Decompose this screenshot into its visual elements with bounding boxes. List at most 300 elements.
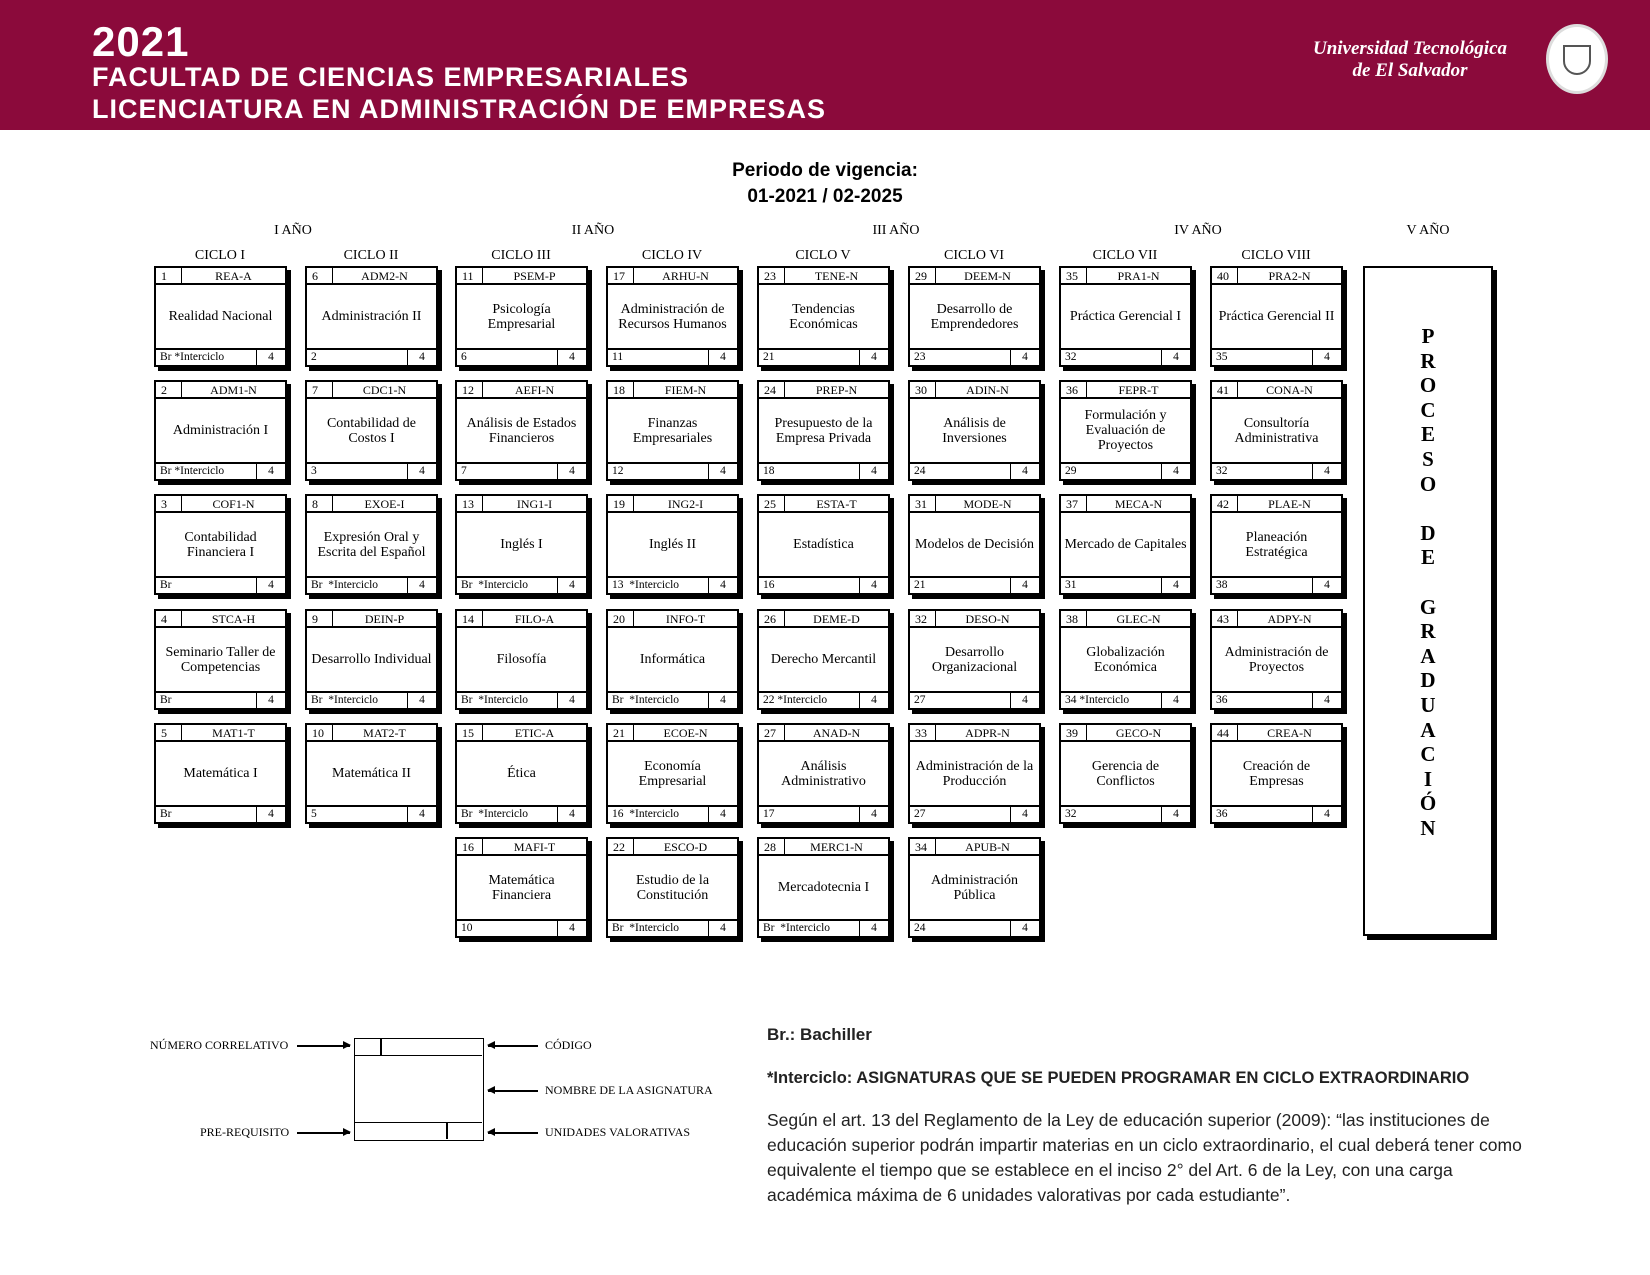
course-prerequisite: Br: [160, 694, 172, 706]
course-number: 33: [910, 725, 936, 740]
cycle-label: CICLO VII: [1092, 248, 1158, 263]
course-card: [908, 723, 1041, 824]
course-card: [1210, 266, 1343, 367]
course-number: 41: [1212, 382, 1238, 397]
course-number: 10: [307, 725, 333, 740]
course-card: [757, 609, 890, 710]
course-code: FILO-A: [514, 612, 555, 626]
course-code: APUB-N: [965, 840, 1010, 854]
course-units: 4: [407, 578, 436, 593]
course-code: PLAE-N: [1268, 497, 1311, 511]
course-code: ANAD-N: [812, 726, 861, 740]
course-units: 4: [708, 921, 737, 936]
course-name: Administración I: [172, 423, 269, 438]
course-units: 4: [1010, 807, 1039, 822]
course-number: 25: [759, 496, 785, 511]
course-code: ADPY-N: [1267, 612, 1312, 626]
course-prerequisite: Br *Interciclo: [160, 465, 225, 477]
course-name: Matemática II: [332, 766, 411, 781]
course-card: [908, 266, 1041, 367]
course-card: [1059, 723, 1192, 824]
course-name: Inglés II: [648, 537, 697, 552]
cycle-label: CICLO II: [343, 248, 399, 263]
course-name: Estudio de la Constitución: [635, 872, 710, 903]
course-prerequisite: 21: [763, 351, 775, 363]
course-code: MAT2-T: [363, 726, 406, 740]
course-number: 11: [457, 268, 483, 283]
header-banner: [0, 0, 1650, 130]
course-prerequisite: 10: [461, 922, 473, 934]
course-code: ESTA-T: [816, 497, 857, 511]
course-units: 4: [407, 464, 436, 479]
year-label: II AÑO: [571, 223, 615, 238]
course-name: Administración de la Producción: [915, 758, 1034, 789]
arrow-left-icon: [488, 1132, 538, 1134]
course-number: 26: [759, 611, 785, 626]
course-units: 4: [557, 693, 586, 708]
course-name: Administración II: [321, 309, 422, 324]
course-units: 4: [407, 807, 436, 822]
university-logo: Universidad Tecnológica de El Salvador: [1312, 38, 1508, 81]
course-number: 31: [910, 496, 936, 511]
arrow-left-icon: [488, 1090, 538, 1092]
course-card: [606, 266, 739, 367]
course-prerequisite: Br: [160, 808, 172, 820]
course-code: DEEM-N: [964, 269, 1011, 283]
course-code: FEPR-T: [1118, 383, 1159, 397]
course-number: 42: [1212, 496, 1238, 511]
course-name: Tendencias Económicas: [789, 301, 858, 332]
course-prerequisite: 34 *Interciclo: [1065, 694, 1130, 706]
course-number: 15: [457, 725, 483, 740]
course-card: [305, 494, 438, 595]
course-prerequisite: 38: [1216, 579, 1228, 591]
course-units: 4: [1161, 578, 1190, 593]
course-name: Contabilidad Financiera I: [184, 529, 257, 560]
course-number: 43: [1212, 611, 1238, 626]
course-prerequisite: 17: [763, 808, 775, 820]
course-code: REA-A: [215, 269, 252, 283]
course-name: Administración de Proyectos: [1224, 644, 1329, 675]
course-number: 44: [1212, 725, 1238, 740]
course-prerequisite: 18: [763, 465, 775, 477]
course-code: MAT1-T: [212, 726, 255, 740]
course-name: Análisis de Inversiones: [942, 415, 1007, 446]
course-card: [1059, 266, 1192, 367]
course-name: Inglés I: [500, 537, 543, 552]
course-number: 6: [307, 268, 333, 283]
note-bachiller: Br.: Bachiller: [767, 1025, 872, 1044]
faculty-title: FACULTAD DE CIENCIAS EMPRESARIALES: [92, 62, 690, 92]
course-prerequisite: 35: [1216, 351, 1228, 363]
course-prerequisite: 3: [311, 465, 317, 477]
course-units: 4: [407, 693, 436, 708]
legend-card-diagram: [354, 1038, 484, 1141]
course-prerequisite: 2: [311, 351, 317, 363]
course-prerequisite: 24: [914, 465, 926, 477]
course-name: Economía Empresarial: [638, 758, 707, 789]
course-units: 4: [708, 807, 737, 822]
course-number: 27: [759, 725, 785, 740]
course-code: PSEM-P: [513, 269, 556, 283]
course-number: 5: [156, 725, 182, 740]
graduation-label: P R O C E S O D E G R A D U A C I Ó N: [1419, 324, 1437, 840]
course-units: 4: [557, 464, 586, 479]
course-units: 4: [256, 807, 285, 822]
course-code: TENE-N: [814, 269, 859, 283]
course-units: 4: [708, 350, 737, 365]
course-card: [757, 723, 890, 824]
course-card: [908, 609, 1041, 710]
course-number: 32: [910, 611, 936, 626]
note-interciclo: *Interciclo: ASIGNATURAS QUE SE PUEDEN PROGRAMAR EN CICLO EXTRAORDINARIO: [767, 1069, 1470, 1087]
course-card: [455, 380, 588, 481]
course-prerequisite: 27: [914, 808, 926, 820]
course-units: 4: [1010, 921, 1039, 936]
course-card: [908, 380, 1041, 481]
course-code: GLEC-N: [1116, 612, 1161, 626]
course-card: [455, 837, 588, 938]
course-code: FIEM-N: [664, 383, 707, 397]
legend-codigo: CÓDIGO: [545, 1038, 592, 1052]
course-code: ETIC-A: [514, 726, 555, 740]
course-prerequisite: Br: [160, 579, 172, 591]
course-name: Administración Pública: [930, 872, 1019, 903]
course-prerequisite: Br *Interciclo: [763, 922, 831, 934]
course-prerequisite: Br *Interciclo: [160, 351, 225, 363]
cycle-label: CICLO IV: [641, 248, 703, 263]
course-units: 4: [256, 578, 285, 593]
course-number: 7: [307, 382, 333, 397]
course-prerequisite: 7: [461, 465, 467, 477]
course-card: [154, 380, 287, 481]
course-card: [606, 494, 739, 595]
course-number: 22: [608, 839, 634, 854]
course-number: 36: [1061, 382, 1087, 397]
course-code: GECO-N: [1115, 726, 1162, 740]
course-units: 4: [859, 807, 888, 822]
course-name: Creación de Empresas: [1242, 758, 1311, 789]
year-label: I AÑO: [274, 223, 312, 238]
course-card: [1210, 723, 1343, 824]
course-code: MAFI-T: [513, 840, 556, 854]
course-number: 19: [608, 496, 634, 511]
course-number: 37: [1061, 496, 1087, 511]
course-card: [305, 380, 438, 481]
course-card: [1059, 494, 1192, 595]
course-code: ADM1-N: [210, 383, 257, 397]
course-name: Derecho Mercantil: [770, 652, 877, 667]
course-units: 4: [859, 578, 888, 593]
course-prerequisite: 22 *Interciclo: [763, 694, 828, 706]
course-units: 4: [1312, 693, 1341, 708]
course-units: 4: [557, 807, 586, 822]
course-number: 20: [608, 611, 634, 626]
course-name: Mercado de Capitales: [1064, 537, 1187, 552]
course-prerequisite: 29: [1065, 465, 1077, 477]
course-name: Presupuesto de la Empresa Privada: [774, 415, 873, 446]
course-code: EXOE-I: [364, 497, 405, 511]
cycle-label: CICLO VIII: [1241, 248, 1311, 263]
course-name: Desarrollo de Emprendedores: [930, 301, 1019, 332]
course-units: 4: [708, 693, 737, 708]
course-card: [757, 380, 890, 481]
course-name: Seminario Taller de Competencias: [165, 644, 276, 675]
course-card: [154, 723, 287, 824]
course-prerequisite: 36: [1216, 694, 1228, 706]
course-card: [606, 723, 739, 824]
course-units: 4: [256, 464, 285, 479]
course-name: Administración de Recursos Humanos: [618, 301, 727, 332]
course-units: 4: [708, 578, 737, 593]
course-prerequisite: 16: [763, 579, 775, 591]
course-prerequisite: 12: [612, 465, 624, 477]
course-prerequisite: Br *Interciclo: [612, 694, 680, 706]
course-code: ING2-I: [667, 497, 704, 511]
course-card: [606, 609, 739, 710]
course-name: Desarrollo Organizacional: [931, 644, 1018, 675]
course-prerequisite: 16 *Interciclo: [612, 808, 680, 820]
course-code: ESCO-D: [663, 840, 708, 854]
course-prerequisite: Br *Interciclo: [461, 579, 529, 591]
course-code: PREP-N: [815, 383, 858, 397]
course-code: CONA-N: [1266, 383, 1313, 397]
course-units: 4: [859, 350, 888, 365]
course-code: PRA2-N: [1268, 269, 1311, 283]
course-code: DEME-D: [813, 612, 860, 626]
course-units: 4: [1312, 464, 1341, 479]
course-card: [455, 723, 588, 824]
course-name: Gerencia de Conflictos: [1091, 758, 1160, 789]
course-code: ING1-I: [516, 497, 553, 511]
course-name: Práctica Gerencial II: [1218, 309, 1335, 324]
course-name: Globalización Económica: [1086, 644, 1165, 675]
course-prerequisite: 27: [914, 694, 926, 706]
course-units: 4: [859, 921, 888, 936]
course-card: [1210, 380, 1343, 481]
course-prerequisite: Br *Interciclo: [461, 694, 529, 706]
course-code: ECOE-N: [663, 726, 708, 740]
course-card: [606, 837, 739, 938]
course-number: 29: [910, 268, 936, 283]
course-number: 24: [759, 382, 785, 397]
program-title: LICENCIATURA EN ADMINISTRACIÓN DE EMPRESAS: [92, 94, 827, 124]
course-card: [154, 266, 287, 367]
course-code: DEIN-P: [364, 612, 405, 626]
course-card: [757, 266, 890, 367]
course-units: 4: [1161, 464, 1190, 479]
course-card: [305, 266, 438, 367]
year-label: V AÑO: [1406, 223, 1450, 238]
cycle-label: CICLO III: [491, 248, 551, 263]
arrow-right-icon: [297, 1132, 350, 1134]
course-units: 4: [859, 464, 888, 479]
course-card: [154, 609, 287, 710]
course-units: 4: [1010, 578, 1039, 593]
course-units: 4: [1312, 350, 1341, 365]
course-number: 18: [608, 382, 634, 397]
course-prerequisite: 23: [914, 351, 926, 363]
course-name: Filosofía: [496, 652, 547, 667]
course-number: 38: [1061, 611, 1087, 626]
course-code: MERC1-N: [810, 840, 863, 854]
course-code: ADM2-N: [361, 269, 408, 283]
legend-numero: NÚMERO CORRELATIVO: [150, 1038, 289, 1052]
course-units: 4: [859, 693, 888, 708]
course-prerequisite: 6: [461, 351, 467, 363]
course-code: ARHU-N: [662, 269, 709, 283]
course-name: Expresión Oral y Escrita del Español: [317, 529, 426, 560]
course-number: 4: [156, 611, 182, 626]
course-card: [1059, 609, 1192, 710]
course-units: 4: [407, 350, 436, 365]
course-units: 4: [1312, 578, 1341, 593]
course-number: 3: [156, 496, 182, 511]
course-name: Matemática I: [183, 766, 258, 781]
course-name: Finanzas Empresariales: [632, 415, 713, 446]
course-units: 4: [256, 350, 285, 365]
course-card: [154, 494, 287, 595]
legend-uv: UNIDADES VALORATIVAS: [545, 1125, 691, 1139]
course-card: [908, 494, 1041, 595]
course-prerequisite: Br *Interciclo: [461, 808, 529, 820]
course-number: 1: [156, 268, 182, 283]
course-prerequisite: 31: [1065, 579, 1077, 591]
year-label: IV AÑO: [1174, 223, 1222, 238]
course-card: [757, 837, 890, 938]
course-number: 30: [910, 382, 936, 397]
course-name: Análisis Administrativo: [781, 758, 866, 789]
course-name: Informática: [639, 652, 706, 667]
course-name: Práctica Gerencial I: [1069, 309, 1182, 324]
course-name: Contabilidad de Costos I: [326, 415, 417, 446]
course-number: 9: [307, 611, 333, 626]
course-code: AEFI-N: [514, 383, 555, 397]
course-code: ADPR-N: [965, 726, 1010, 740]
course-number: 35: [1061, 268, 1087, 283]
course-card: [1059, 380, 1192, 481]
course-code: INFO-T: [665, 612, 706, 626]
course-prerequisite: Br *Interciclo: [612, 922, 680, 934]
course-name: Formulación y Evaluación de Proyectos: [1084, 408, 1167, 453]
course-units: 4: [1010, 464, 1039, 479]
arrow-left-icon: [488, 1045, 538, 1047]
cycle-label: CICLO I: [194, 248, 246, 263]
course-prerequisite: Br *Interciclo: [311, 694, 379, 706]
course-prerequisite: 36: [1216, 808, 1228, 820]
course-card: [1210, 609, 1343, 710]
course-code: STCA-H: [211, 612, 256, 626]
legend-nombre: NOMBRE DE LA ASIGNATURA: [545, 1083, 713, 1097]
course-name: Desarrollo Individual: [311, 652, 432, 667]
course-code: PRA1-N: [1117, 269, 1160, 283]
course-code: CREA-N: [1267, 726, 1312, 740]
period-label: Periodo de vigencia:: [732, 160, 918, 181]
course-code: MODE-N: [963, 497, 1012, 511]
legend-prereq: PRE-REQUISITO: [200, 1125, 290, 1139]
course-card: [455, 266, 588, 367]
course-units: 4: [708, 464, 737, 479]
university-seal-icon: [1546, 24, 1608, 94]
graduation-process-box: [1363, 266, 1493, 936]
course-card: [455, 609, 588, 710]
course-code: MECA-N: [1114, 497, 1163, 511]
period-title: [680, 158, 970, 210]
cycle-label: CICLO V: [795, 248, 851, 263]
course-prerequisite: 11: [612, 351, 624, 363]
course-units: 4: [1161, 350, 1190, 365]
course-card: [606, 380, 739, 481]
course-number: 39: [1061, 725, 1087, 740]
course-number: 12: [457, 382, 483, 397]
course-name: Estadística: [793, 537, 854, 552]
course-code: CDC1-N: [362, 383, 407, 397]
course-number: 21: [608, 725, 634, 740]
course-number: 40: [1212, 268, 1238, 283]
course-units: 4: [1010, 693, 1039, 708]
course-prerequisite: 32: [1216, 465, 1228, 477]
course-units: 4: [1312, 807, 1341, 822]
course-code: COF1-N: [212, 497, 255, 511]
course-prerequisite: 32: [1065, 808, 1077, 820]
course-card: [305, 723, 438, 824]
arrow-right-icon: [297, 1045, 350, 1047]
course-units: 4: [1161, 807, 1190, 822]
course-name: Ética: [507, 766, 536, 781]
course-name: Realidad Nacional: [168, 309, 273, 324]
course-units: 4: [1161, 693, 1190, 708]
notes: [767, 1025, 1527, 1208]
course-number: 17: [608, 268, 634, 283]
course-prerequisite: 24: [914, 922, 926, 934]
header-year: 2021: [92, 18, 190, 65]
cycle-label: CICLO VI: [943, 248, 1005, 263]
course-card: [305, 609, 438, 710]
course-card: [908, 837, 1041, 938]
course-code: ADIN-N: [966, 383, 1009, 397]
course-prerequisite: Br *Interciclo: [311, 579, 379, 591]
course-prerequisite: 21: [914, 579, 926, 591]
course-units: 4: [256, 693, 285, 708]
course-prerequisite: 32: [1065, 351, 1077, 363]
period-range: 01-2021 / 02-2025: [747, 186, 903, 207]
course-number: 28: [759, 839, 785, 854]
course-number: 2: [156, 382, 182, 397]
course-name: Mercadotecnia I: [777, 880, 870, 895]
course-number: 16: [457, 839, 483, 854]
course-number: 34: [910, 839, 936, 854]
note-paragraph: Según el art. 13 del Reglamento de la Ley de educación superior (2009): “las instituciones de educación superior podrán impartir materias en un ciclo extraordinario, el cual deberá tener como equivalente el tiempo que se establece en el inciso 2° del Art. 6 de la Ley, con una carga académica máxima de 6 unidades valorativas por cada estudiante”.: [767, 1110, 1522, 1205]
course-prerequisite: 13 *Interciclo: [612, 579, 680, 591]
course-card: [455, 494, 588, 595]
course-card: [757, 494, 890, 595]
course-number: 13: [457, 496, 483, 511]
course-name: Análisis de Estados Financieros: [466, 415, 577, 446]
course-name: Psicología Empresarial: [487, 301, 556, 332]
course-name: Matemática Financiera: [488, 872, 555, 903]
course-units: 4: [557, 578, 586, 593]
course-name: Planeación Estratégica: [1245, 529, 1308, 560]
course-prerequisite: 5: [311, 808, 317, 820]
course-number: 8: [307, 496, 333, 511]
course-card: [1210, 494, 1343, 595]
course-code: DESO-N: [965, 612, 1010, 626]
course-number: 14: [457, 611, 483, 626]
course-units: 4: [557, 350, 586, 365]
course-name: Consultoría Administrativa: [1234, 415, 1319, 446]
course-number: 23: [759, 268, 785, 283]
course-units: 4: [1010, 350, 1039, 365]
